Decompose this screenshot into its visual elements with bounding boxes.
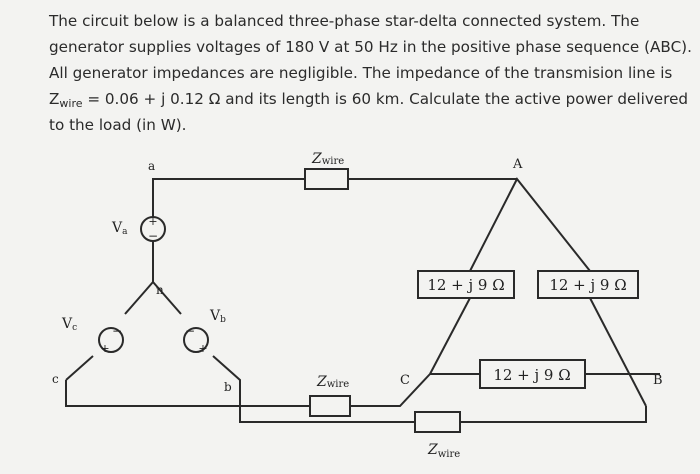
node-b-label: b: [224, 380, 232, 394]
zwire-symbol: Z: [49, 90, 60, 108]
node-A-label: A: [513, 157, 523, 172]
problem-line-5: to the load (in W).: [49, 116, 187, 134]
source-vb-label: Vb: [210, 308, 226, 325]
source-vb-minus: −: [184, 324, 196, 338]
wire-impedance-top: [305, 169, 348, 189]
node-C-label: C: [400, 373, 410, 388]
wire-impedance-middle: [310, 396, 350, 416]
load-ac-label: 12 + j 9 Ω: [427, 276, 505, 294]
wire-middle-label: Zwire: [317, 374, 350, 390]
node-B-label: B: [653, 373, 663, 388]
node-n-label: n: [156, 283, 164, 297]
source-vc-minus: −: [111, 324, 123, 338]
source-va-plus: +: [148, 215, 158, 228]
problem-line-4-rest: = 0.06 + j 0.12 Ω and its length is 60 km. Calculate the active power delivered: [82, 90, 689, 108]
wire-impedance-bottom: [415, 412, 460, 432]
source-va: [141, 215, 165, 243]
node-c-label: c: [52, 372, 59, 386]
load-bc-label: 12 + j 9 Ω: [493, 366, 571, 384]
source-vb-plus: +: [198, 342, 208, 355]
problem-line-3: All generator impedances are negligible. The impedance of the transmision line is: [49, 64, 673, 82]
problem-line-2: generator supplies voltages of 180 V at 50 Hz in the positive phase sequence (ABC).: [49, 38, 692, 56]
source-va-label: Va: [112, 220, 128, 237]
source-vb: [184, 324, 208, 355]
node-a-label: a: [148, 159, 156, 173]
load-ab-label: 12 + j 9 Ω: [549, 276, 627, 294]
source-vc-plus: +: [100, 342, 110, 355]
wire-top-label: Zwire: [312, 151, 345, 167]
source-vc: [99, 324, 123, 355]
source-va-minus: −: [147, 229, 159, 243]
wire-bottom-label: $Z_{wire}$: [428, 442, 461, 460]
zwire-subscript: wire: [59, 97, 83, 110]
problem-line-1: The circuit below is a balanced three-phase star-delta connected system. The: [49, 12, 640, 30]
source-vc-label: Vc: [62, 316, 78, 333]
